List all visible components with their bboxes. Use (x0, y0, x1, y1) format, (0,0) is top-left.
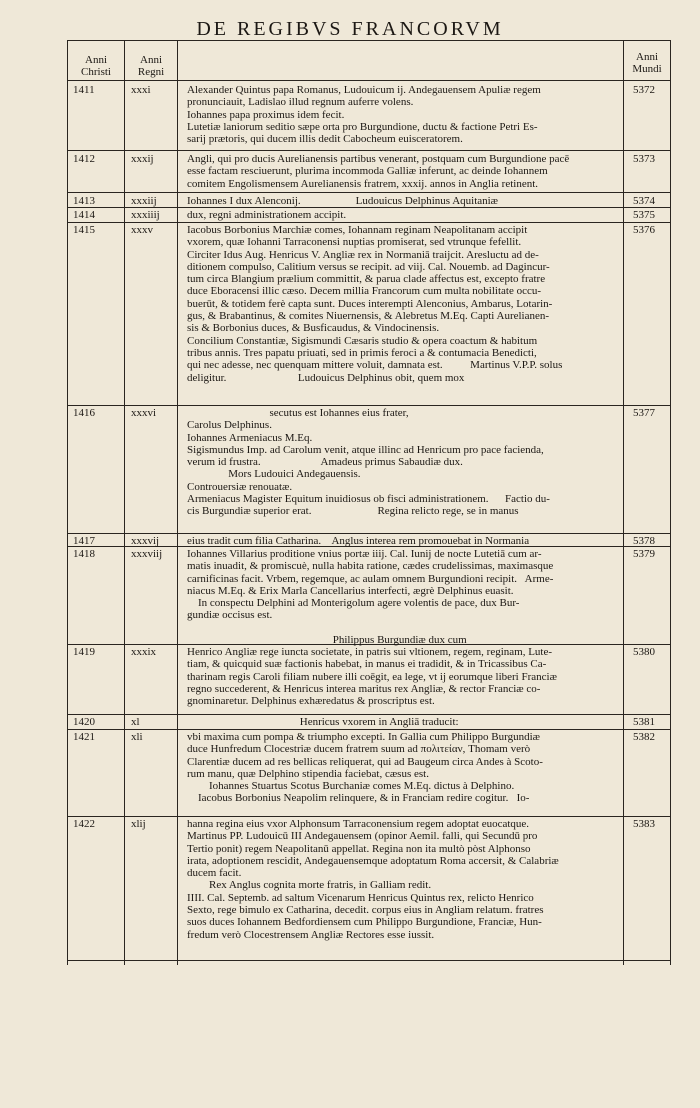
text-line: Iacobus Borbonius Marchiæ comes, Iohannam reginam Neapolitanam accipit (187, 224, 528, 236)
text-line: esse factam resciuerunt, plurima incommoda Galliæ inferunt, ac deinde Iohannem (187, 165, 548, 178)
text-line: Henrico Angliæ rege iuncta societate, in patris sui vltionem, regem, reginam, Lute- (187, 646, 553, 658)
text-line: sarij prætoris, qui ducem illis dedit Cabocheum euisceratorem. (187, 133, 463, 146)
entry-year: 1416 (73, 407, 95, 419)
text-line: secutus est Iohannes eius frater, (187, 407, 409, 419)
entry-year: 1412 (73, 153, 95, 165)
text-line: Martinus PP. Ludouicū III Andegauensem (opinor Aemil. falli, qui Secundū pro (187, 830, 538, 843)
text-line: deligitur. Ludouicus Delphinus obit, quem mox (187, 371, 465, 384)
entry-regni: xxxi (131, 84, 151, 96)
text-line: tum circa Blangium prælium committit, & parua clade affectus est, excepto fratre (187, 273, 546, 286)
header-line: Mundi (632, 63, 662, 76)
text-line: Rex Anglus cognita morte fratris, in Galliam redit. (187, 879, 432, 892)
text-line: qui nec adesse, nec quenquam mittere voluit, damnata est. Martinus V.P.P. solus (187, 359, 563, 372)
page-title: DE REGIBVS FRANCORVM (196, 18, 504, 40)
header-anni-christi (69, 54, 123, 79)
text-line: eius tradit cum filia Catharina. Anglus interea rem promouebat in Normania (187, 535, 530, 547)
rule-row (67, 816, 671, 817)
entry-regni: xxxij (131, 153, 154, 165)
entry-text (187, 731, 623, 805)
entry-mundi: 5383 (633, 818, 655, 830)
entry-regni: xxxiij (131, 195, 157, 207)
text-line: tharinam regis Caroli filiam nubere illi coēgit, ea lege, vt ij eorumque liberi Franciæ (187, 670, 557, 683)
entry-year: 1419 (73, 646, 95, 658)
rule-row (67, 405, 671, 406)
entry-mundi: 5379 (633, 548, 655, 560)
text-line: niacus M.Eq. & Erix Marla Cancellarius interfecti, ægrè Delphinus euasit. (187, 584, 514, 597)
text-line: rum manu, quæ Delphino stipendia faciebat, cæsus est. (187, 767, 429, 780)
entry-regni: xlij (131, 818, 146, 830)
entry-mundi: 5380 (633, 646, 655, 658)
header-line: Regni (137, 66, 165, 79)
text-line: Tertio ponit) regem Neapolitanū appellat. Regina non ita multò pòst Alphonso (187, 842, 531, 855)
text-line: gnominaretur. Delphinus exhæredatus & proscriptus est. (187, 695, 435, 708)
rule-row (67, 150, 671, 151)
text-line: comitem Engolismensem Aurelianensis fratrem, xxxij. annos in Anglia retinent. (187, 177, 539, 190)
text-line: Iohannes papa proximus idem fecit. (187, 108, 345, 121)
text-line: Controuersiæ renouatæ. (187, 480, 293, 493)
entry-regni: xxxvij (131, 535, 160, 547)
entry-text (187, 153, 623, 190)
text-line: Sigismundus Imp. ad Carolum venit, atque illinc ad Henricum pro pace facienda, (187, 443, 544, 456)
entry-mundi: 5373 (633, 153, 655, 165)
text-line: vxorem, quæ Iohanni Tarraconensi nuptias promiserat, sed vtrunque fefellit. (187, 236, 522, 249)
text-line: ditionem compulso, Calitium versus se recipit. ad viij. Cal. Nouemb. ad Dagincur- (187, 260, 550, 273)
header-anni-mundi (625, 51, 669, 76)
rule-bottom (67, 960, 671, 961)
rule-row (67, 533, 671, 534)
header-line: Anni (85, 54, 107, 66)
text-line: tribus annis. Tres papatu priuati, sed in primis feroci a & contumacia Benedicti, (187, 346, 537, 359)
text-line: buerūt, & totidem ferè capta sunt. Duces interempti Alenconius, Ambarus, Lotarin- (187, 297, 553, 310)
rule-row (67, 192, 671, 193)
text-line: Iohannes I dux Alenconij. Ludouicus Delphinus Aquitaniæ (187, 195, 499, 207)
entry-text (187, 195, 623, 207)
entry-text (187, 407, 623, 518)
entry-mundi: 5374 (633, 195, 655, 207)
entry-year: 1413 (73, 195, 95, 207)
entry-text (187, 209, 623, 221)
text-line: gundiæ occisus est. (187, 609, 273, 622)
header-anni-regni (126, 54, 176, 79)
entry-year: 1421 (73, 731, 95, 743)
text-line: IIII. Cal. Septemb. ad saltum Vicenarum Henricus Quintus rex, relicto Henrico (187, 891, 534, 904)
entry-regni: xxxviij (131, 548, 163, 560)
rule-row (67, 714, 671, 715)
text-line: hanna regina eius vxor Alphonsum Tarraconensium regem adoptat euocatque. (187, 818, 530, 830)
entry-regni: xxxvi (131, 407, 157, 419)
entry-year: 1414 (73, 209, 95, 221)
entry-regni: xxxiiij (131, 209, 160, 221)
entry-year: 1422 (73, 818, 95, 830)
rule-row (67, 222, 671, 223)
text-line: Iacobus Borbonius Neapolim relinquere, & in Franciam redire cogitur. Io- (187, 792, 530, 805)
rule-body-mundi (623, 40, 624, 965)
text-line: tiam, & quicquid suæ factionis habebat, in manus ei tradidit, & in Tricassibus Ca- (187, 658, 547, 671)
text-line (187, 622, 623, 634)
text-line: In conspectu Delphini ad Monterigolum agere volentis de pace, dux Bur- (187, 597, 520, 610)
entry-mundi: 5377 (633, 407, 655, 419)
entry-text (187, 84, 623, 145)
text-line: pronunciauit, Ladislao illud regnum auferre volens. (187, 96, 414, 109)
text-line: suos duces Iohannem Bedfordiensem cum Philippo Burgundione, Franciæ, Hun- (187, 916, 542, 929)
text-line: Henricus vxorem in Angliā traducit: (187, 716, 459, 728)
text-line: Carolus Delphinus. (187, 419, 272, 432)
text-line: irata, adoptionem rescidit, Andegauensemque adoptatum Roma accersit, & Calabriæ (187, 854, 559, 867)
entry-regni: xxxv (131, 224, 153, 236)
entry-mundi: 5375 (633, 209, 655, 221)
text-line: Philippus Burgundiæ dux cum (187, 634, 467, 647)
header-line: Anni (140, 54, 162, 66)
entry-regni: xli (131, 731, 143, 743)
rule-regni-body (177, 40, 178, 965)
rule-row (67, 729, 671, 730)
entry-text (187, 535, 623, 547)
text-line: sis & Borbonius duces, & Busficaudus, & Vindocinensis. (187, 322, 440, 335)
text-line: Circiter Idus Aug. Henricus V. Angliæ rex in Normaniā traijcit. Aresluctu ad de- (187, 248, 539, 261)
entry-regni: xxxix (131, 646, 157, 658)
entry-year: 1411 (73, 84, 95, 96)
text-line: cis Burgundiæ superior erat. Regina relicto rege, se in manus (187, 505, 519, 518)
header-line: Anni (636, 51, 658, 63)
text-line: Iohannes Villarius proditione vnius portæ iiij. Cal. Iunij de nocte Lutetiā cum ar- (187, 548, 542, 560)
entry-text (187, 224, 623, 384)
text-line: dux, regni administrationem accipit. (187, 209, 347, 221)
entry-mundi: 5382 (633, 731, 655, 743)
entry-mundi: 5372 (633, 84, 655, 96)
entry-year: 1417 (73, 535, 95, 547)
text-line: regno succederent, & Henricus interea maritus rex Angliæ, & rector Franciæ co- (187, 682, 541, 695)
text-line: Iohannes Armeniacus M.Eq. (187, 431, 313, 444)
text-line: matis inuadit, & promiscuè, nulla habita ratione, cædes crudelissimas, maximasque (187, 560, 554, 573)
text-line: Iohannes Stuartus Scotus Burchaniæ comes M.Eq. dictus à Delphino. (187, 780, 515, 793)
text-line: fredum verò Clocestrensem Angliæ Rectores esse iussit. (187, 928, 435, 941)
rule-christi-regni (124, 40, 125, 965)
entry-mundi: 5376 (633, 224, 655, 236)
text-line: Mors Ludouici Andegauensis. (187, 468, 361, 481)
entry-year: 1418 (73, 548, 95, 560)
rule-right (670, 40, 671, 965)
text-line: Armeniacus Magister Equitum inuidiosus ob fisci administrationem. Factio du- (187, 493, 550, 506)
text-line: carnificinas facit. Vrbem, regemque, ac aulam omnem Burgundioni recipit. Arme- (187, 572, 554, 585)
entry-regni: xl (131, 716, 140, 728)
text-line: verum id frustra. Amadeus primus Sabaudiæ dux. (187, 456, 463, 469)
text-line: Angli, qui pro ducis Aurelianensis partibus venerant, postquam cum Burgundione pacē (187, 153, 570, 165)
text-line: Alexander Quintus papa Romanus, Ludouicum ij. Andegauensem Apuliæ regem (187, 84, 541, 96)
rule-top (67, 40, 671, 41)
text-line: gus, & Brabantinus, & comites Niuernensis, & Alebretus M.Eq. Capti Aurelianen- (187, 310, 550, 323)
entry-text (187, 646, 623, 707)
text-line: vbi maxima cum pompa & triumpho excepti. In Gallia cum Philippo Burgundiæ (187, 731, 540, 743)
chronology-table (67, 40, 671, 965)
rule-left (67, 40, 68, 965)
entry-mundi: 5378 (633, 535, 655, 547)
text-line: Lutetiæ laniorum seditio sæpe orta pro Burgundione, ductu & factione Petri Es- (187, 120, 538, 133)
entry-text (187, 716, 623, 728)
text-line: duce Eboracensi illic cæso. Decem millia Francorum cum multa nobilitate occu- (187, 285, 542, 298)
entry-year: 1420 (73, 716, 95, 728)
text-line: Concilium Constantiæ, Sigismundi Cæsaris studio & opera coactum & habitum (187, 334, 538, 347)
text-line: Sexto, rege bimulo ex Catharina, decedit. corpus eius in Angliam relatum. fratres (187, 904, 544, 917)
entry-text (187, 548, 623, 646)
entry-year: 1415 (73, 224, 95, 236)
text-line: ducem facit. (187, 867, 242, 880)
rule-header-bottom (67, 80, 671, 81)
text-line: Clarentiæ ducem ad res bellicas reliquerat, qui ad Baugeum circa Andes à Scoto- (187, 755, 543, 768)
entry-text (187, 818, 623, 941)
text-line: duce Hunfredum Clocestriæ ducem fratrem suum ad πολιτείαν, Thomam verò (187, 743, 531, 756)
header-line: Christi (81, 66, 111, 79)
entry-mundi: 5381 (633, 716, 655, 728)
